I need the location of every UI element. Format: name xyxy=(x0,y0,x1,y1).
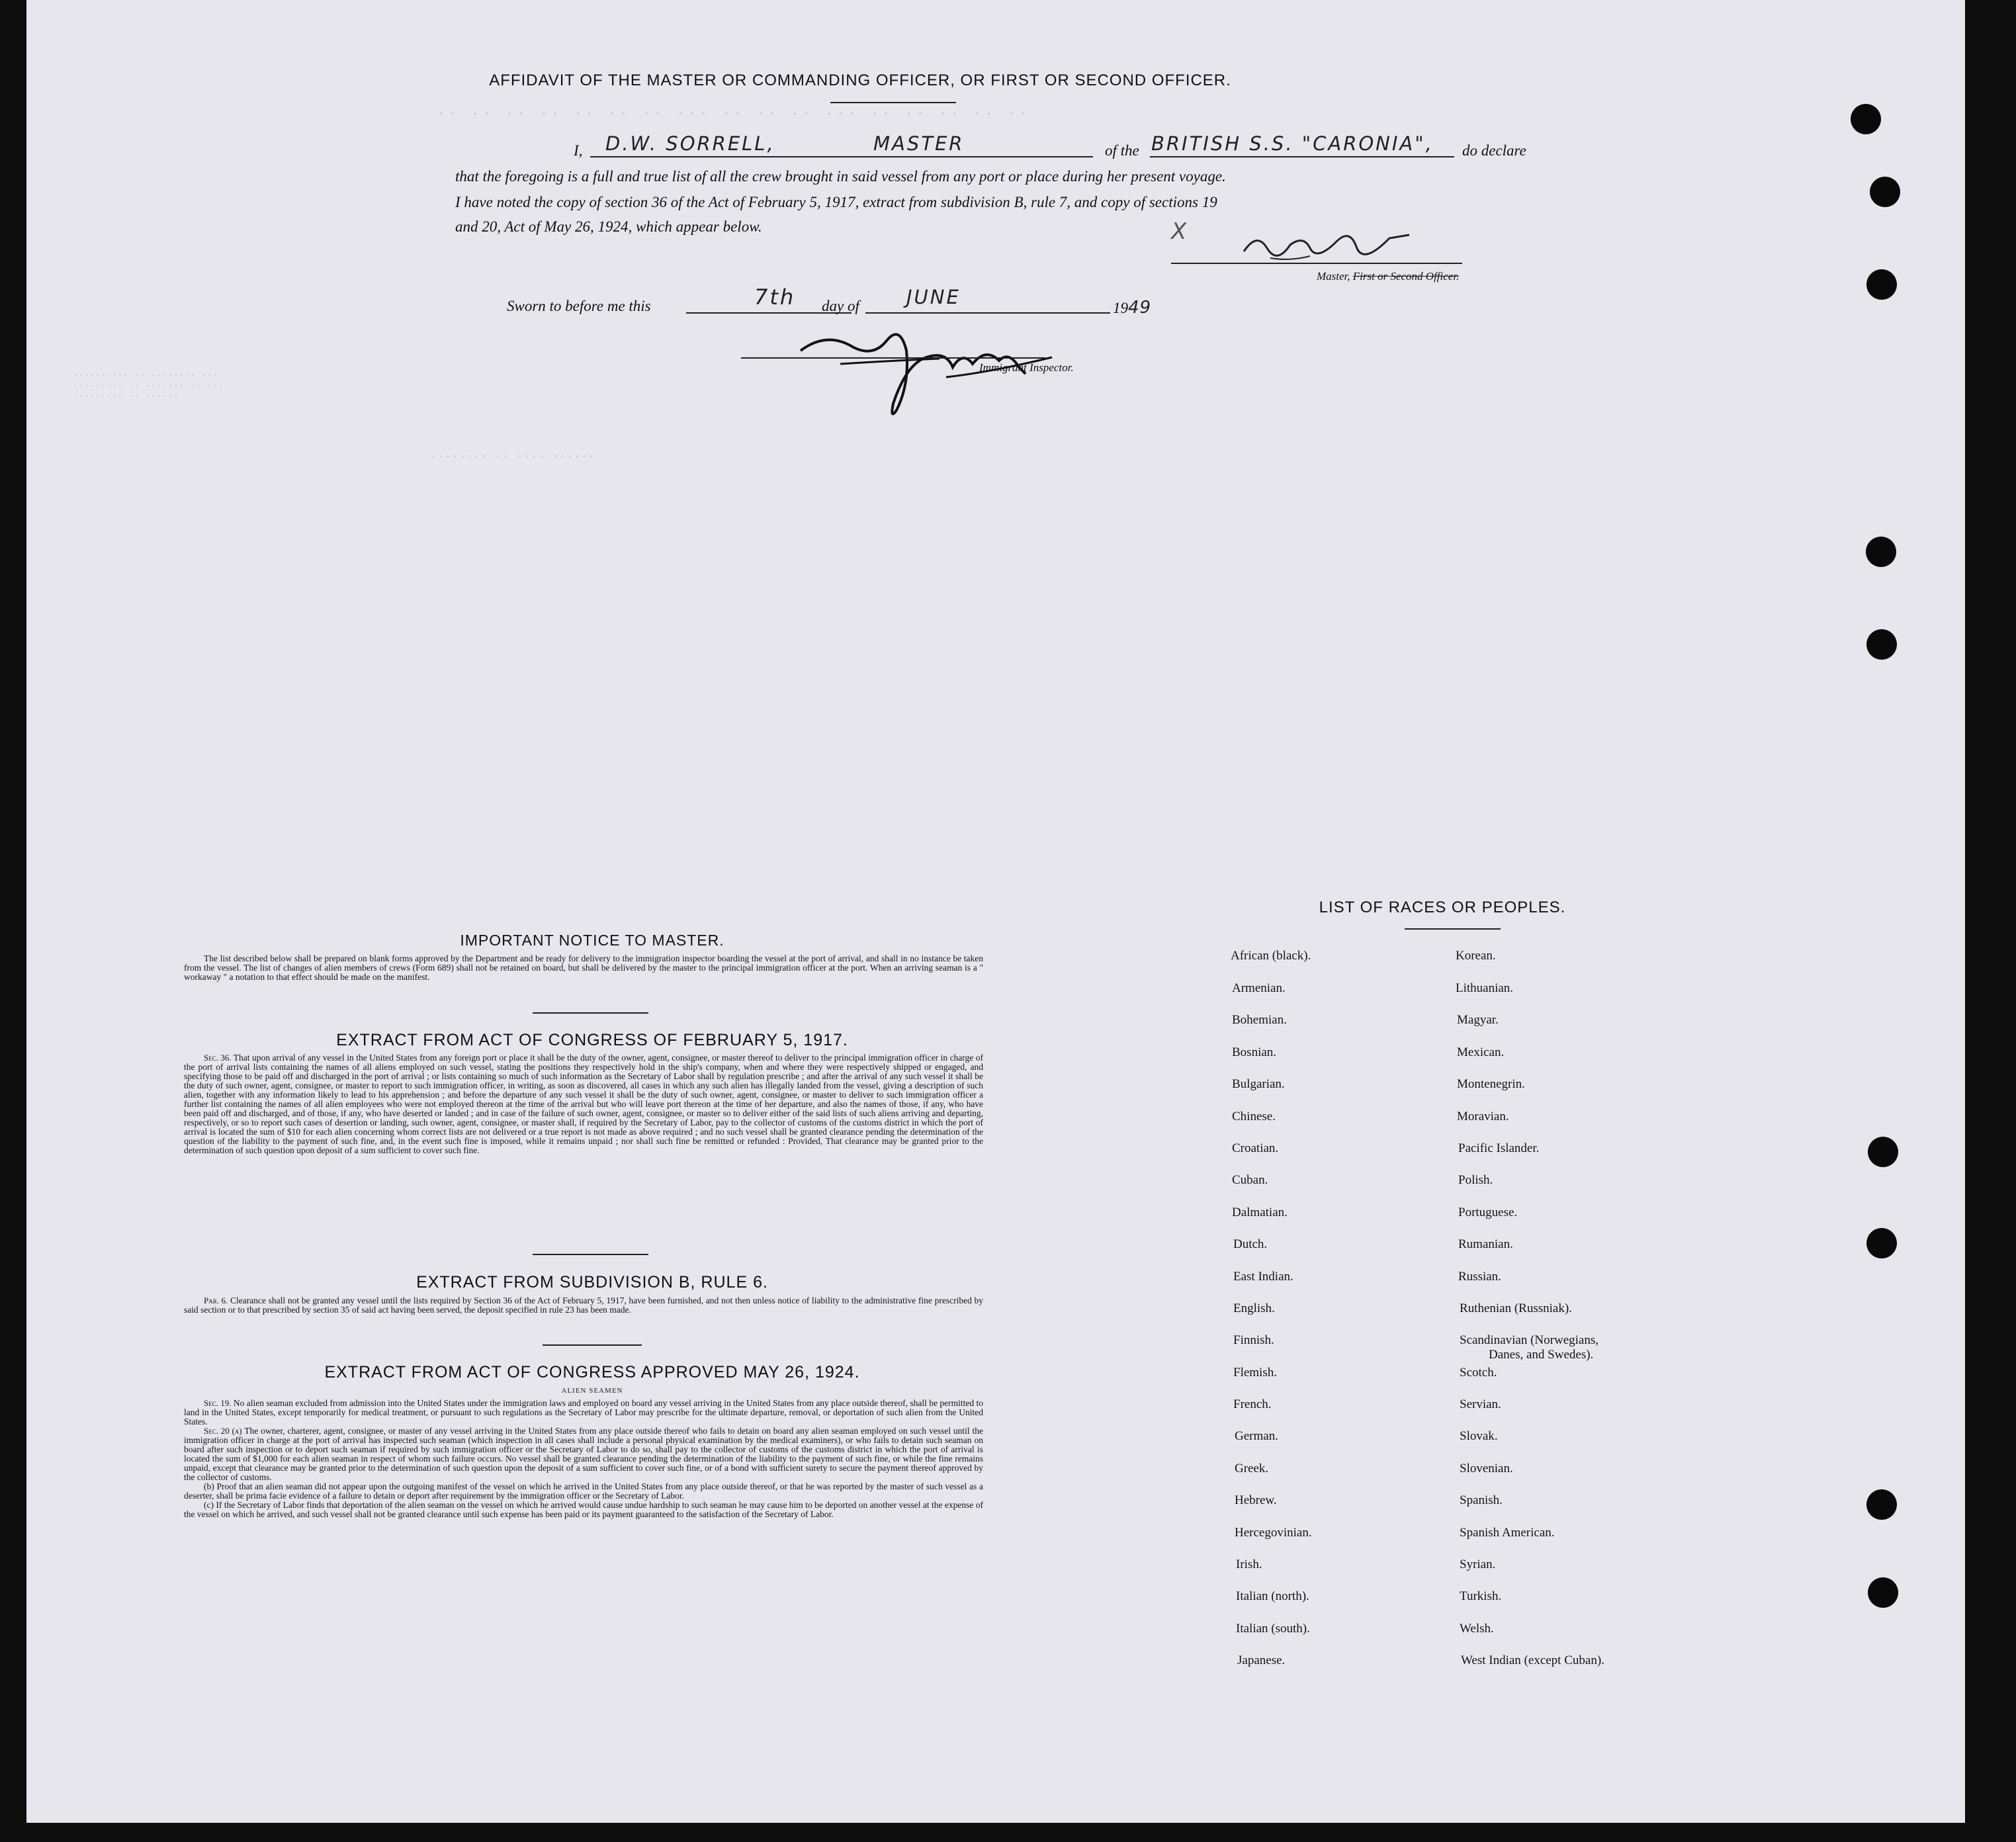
punch-hole xyxy=(1868,1577,1898,1608)
race-left-item: Chinese. xyxy=(1232,1110,1276,1123)
sec-19-paragraph xyxy=(184,1399,983,1426)
punch-hole xyxy=(1870,177,1900,207)
race-right-item: Magyar. xyxy=(1457,1013,1499,1027)
sworn-year-handwritten: 49 xyxy=(1128,298,1152,318)
notice-title: IMPORTANT NOTICE TO MASTER. xyxy=(460,932,724,949)
race-left-item: Hebrew. xyxy=(1235,1493,1277,1507)
races-title-rule xyxy=(1405,928,1501,930)
race-left-item: Japanese. xyxy=(1237,1653,1286,1667)
punch-hole xyxy=(1866,269,1897,300)
affidavit-i-label: I, xyxy=(574,142,583,159)
race-left-item: German. xyxy=(1235,1429,1278,1443)
race-right-item: Polish. xyxy=(1458,1173,1493,1187)
sec-20a-label: Sec. 20 (a) xyxy=(204,1426,242,1436)
race-right-item: Mexican. xyxy=(1457,1045,1505,1059)
race-right-item: Slovenian. xyxy=(1460,1462,1513,1475)
race-left-item: Flemish. xyxy=(1233,1366,1277,1380)
race-left-item: Bosnian. xyxy=(1232,1045,1277,1059)
race-right-item: Ruthenian (Russniak). xyxy=(1460,1301,1572,1315)
race-right-item: Turkish. xyxy=(1460,1589,1502,1603)
race-left-item: Finnish. xyxy=(1233,1333,1274,1347)
race-left-item: Italian (north). xyxy=(1236,1589,1309,1603)
race-right-item: West Indian (except Cuban). xyxy=(1461,1653,1604,1667)
inspector-signature-line xyxy=(741,357,1045,359)
master-name-handwritten: D.W. SORRELL, xyxy=(605,132,775,155)
race-left-item: African (black). xyxy=(1231,949,1311,963)
race-left-item: Cuban. xyxy=(1232,1173,1268,1187)
race-right-item: Scandinavian (Norwegians, xyxy=(1460,1333,1599,1347)
affidavit-title: AFFIDAVIT OF THE MASTER OR COMMANDING OFFICER, OR FIRST OR SECOND OFFICER. xyxy=(489,71,1231,89)
race-right-item: Montenegrin. xyxy=(1457,1077,1525,1091)
race-left-item: English. xyxy=(1233,1301,1275,1315)
punch-hole xyxy=(1866,1228,1897,1258)
races-title: LIST OF RACES OR PEOPLES. xyxy=(1319,899,1566,916)
extract-1917-title: EXTRACT FROM ACT OF CONGRESS OF FEBRUARY 5, 1917. xyxy=(336,1031,848,1049)
section-divider xyxy=(533,1254,648,1255)
master-rank-handwritten: MASTER xyxy=(873,132,965,155)
extract-1917-paragraph xyxy=(184,1053,983,1155)
affidavit-line-3: I have noted the copy of section 36 of the Act of February 5, 1917, extract from subdivision B, rule 7, and copy of sections 19 xyxy=(455,194,1217,210)
race-right-item: Danes, and Swedes). xyxy=(1489,1348,1594,1362)
par-6-text: Clearance shall not be granted any vessel until the lists required by Section 36 of the Act of February 5, 1917, have been furnished, and not then unless notice of liability to the administrative fine prescribed by said section or to that prescribed by section 35 of said act having been served, the deposit specified in rule 23 has been made. xyxy=(184,1295,984,1315)
race-right-item: Spanish American. xyxy=(1460,1526,1555,1540)
race-right-item: Spanish. xyxy=(1460,1493,1503,1507)
sworn-year-prefix: 19 xyxy=(1113,300,1128,316)
punch-hole xyxy=(1868,1137,1898,1167)
sec-36-label: Sec. 36. xyxy=(204,1053,232,1063)
affidavit-do-declare: do declare xyxy=(1462,142,1526,159)
race-right-item: Rumanian. xyxy=(1458,1237,1513,1251)
race-left-item: Hercegovinian. xyxy=(1235,1526,1312,1540)
signature-line xyxy=(1171,263,1462,264)
race-right-item: Moravian. xyxy=(1457,1110,1509,1123)
name-underline xyxy=(590,156,1093,157)
extract-1924-title: EXTRACT FROM ACT OF CONGRESS APPROVED MAY 26, 1924. xyxy=(324,1363,860,1382)
punch-hole xyxy=(1866,537,1896,567)
master-signature xyxy=(1231,222,1423,268)
section-divider xyxy=(533,1012,648,1014)
punch-hole xyxy=(1866,629,1897,660)
race-left-item: Armenian. xyxy=(1232,981,1286,995)
race-left-item: Bohemian. xyxy=(1232,1013,1287,1027)
sworn-day-handwritten: 7th xyxy=(754,285,796,310)
affidavit-line-4: and 20, Act of May 26, 1924, which appear below. xyxy=(455,218,762,235)
affidavit-title-rule xyxy=(830,102,956,103)
sworn-month-handwritten: JUNE xyxy=(906,286,961,308)
race-right-item: Servian. xyxy=(1460,1397,1501,1411)
sec-20b-text: Proof that an alien seaman did not appear upon the outgoing manifest of the vessel on which he arrived in the United States from any place outside thereof, or that he was reported by the master of such vessel as a deserter, shall be prima facie evidence of a failure to detain or deport after requirement by the immigration officer or the Secretary of Labor. xyxy=(184,1481,983,1501)
section-divider xyxy=(543,1344,642,1346)
bleed-through-text: ········ ·· ···· ······ xyxy=(430,450,595,464)
sec-20c-text: If the Secretary of Labor finds that deportation of the alien seaman on the vessel on which he arrived would cause undue hardship to such seaman he may cause him to be deported on another vessel at the expense of the vessel on which he arrived, and such vessel shall not be granted clearance until such expense has been paid or its payment guaranteed to the satisfaction of the Secretary of Labor. xyxy=(184,1500,984,1519)
affidavit-of-the-label: of the xyxy=(1105,142,1139,159)
signature-label-master: Master, xyxy=(1317,270,1350,283)
inspector-label: Immigrant Inspector. xyxy=(979,361,1074,374)
race-left-item: Irish. xyxy=(1236,1557,1262,1571)
race-right-item: Russian. xyxy=(1458,1270,1501,1284)
sec-20b-label: (b) xyxy=(204,1481,214,1491)
subdivision-b-text xyxy=(184,1296,983,1315)
document-page xyxy=(26,0,1965,1823)
race-left-item: Italian (south). xyxy=(1236,1622,1310,1636)
race-left-item: French. xyxy=(1233,1397,1272,1411)
race-right-item: Korean. xyxy=(1456,949,1496,963)
race-left-item: Bulgarian. xyxy=(1232,1077,1285,1091)
par-6-label: Par. 6. xyxy=(204,1295,228,1305)
affidavit-line-2: that the foregoing is a full and true list of all the crew brought in said vessel from any port or place during her present voyage. xyxy=(455,168,1226,185)
subdivision-b-paragraph xyxy=(184,1296,983,1315)
sec-20c-paragraph xyxy=(184,1501,983,1519)
vessel-name-handwritten: BRITISH S.S. "CARONIA", xyxy=(1151,132,1434,155)
race-right-item: Welsh. xyxy=(1460,1622,1494,1636)
race-left-item: Dutch. xyxy=(1233,1237,1268,1251)
sec-36-text: That upon arrival of any vessel in the United States from any foreign port or place it shall be the duty of the owner, agent, consignee, or master thereof to deliver to the principal immigration officer in charge of the port of arrival lists containing the names of all aliens employed on such vessel, stating the positions they respectively hold in the ship's company, when and where they were respectively shipped or engaged, and specifying those to be paid off and discharged in the port of arrival ; or lists containing so much of such information as the Secretary of Labor shall by regulation prescribe ; and after the arrival of any such vessel it shall be the duty of such owner, agent, consignee, or master to report to such immigration officer, in writing, as soon as discovered, all cases in which any such alien has illegally landed from the vessel, giving a description of such alien, together with any information likely to lead to his apprehension ; and before the departure of any such vessel it shall be the duty of such owner, agent, consignee, or master to deliver to such immigration officer a further list containing the names of all alien employees who were not employed thereon at the time of the arrival but who will leave port thereon at the time of her departure, and also the names of those, if any, who have been paid off and discharged, and of those, if any, who have deserted or landed ; and in case of the failure of such owner, agent, consignee, or master so to deliver either of the said lists of such aliens arriving and departing, respectively, or so to report such cases of desertion or landing, such owner, agent, consignee, or master shall, if required by the Secretary of Labor, pay to the collector of customs of the customs district in which the port of arrival is located the sum of $10 for each alien concerning whom correct lists are not delivered or a true report is not made as above required ; and no such vessel shall be granted clearance pending the determination of the question of the liability to the payment of such fine, and, in the event such fine is imposed, while it remains unpaid ; nor shall such fine be remitted or refunded : Provided, That clearance may be granted prior to the determination of such question upon deposit of a sum sufficient to cover such fine. xyxy=(184,1053,983,1155)
race-right-item: Slovak. xyxy=(1460,1429,1498,1443)
race-left-item: East Indian. xyxy=(1233,1270,1293,1284)
race-right-item: Lithuanian. xyxy=(1456,981,1514,995)
sec-19-text: No alien seaman excluded from admission into the United States under the immigration laws and employed on board any vessel arriving in the United States from any place outside thereof, shall be permitted to land in the United States, except temporarily for medical treatment, or pursuant to such regulations as the Secretary of Labor may prescribe for the ultimate departure, removal, or deportation of such alien from the United States. xyxy=(184,1398,984,1426)
sworn-prefix: Sworn to before me this xyxy=(507,298,651,314)
extract-1924-text xyxy=(184,1399,983,1519)
sworn-year xyxy=(1113,298,1151,318)
race-left-item: Greek. xyxy=(1235,1462,1269,1475)
extract-1924-subtitle: ALIEN SEAMEN xyxy=(561,1387,623,1395)
sec-19-label: Sec. 19. xyxy=(204,1398,232,1408)
punch-hole xyxy=(1866,1489,1897,1520)
race-right-item: Syrian. xyxy=(1460,1557,1496,1571)
race-left-item: Dalmatian. xyxy=(1232,1206,1288,1219)
bleed-through-text: ·· ·· ·· ·· ·· ·· ·· ··· ·· ·· ·· ··· ·· ·· ·· ·· ·· xyxy=(437,106,1030,122)
signature-label-struck: First or Second Officer. xyxy=(1352,270,1460,283)
punch-hole xyxy=(1851,104,1881,134)
sworn-day-of: day of xyxy=(822,298,859,314)
sec-20b-paragraph xyxy=(184,1482,983,1501)
bleed-through-text: ·········· ·· ········ ··· ········· ·· ······· ·· ··· ········· ·· ······ xyxy=(73,371,224,402)
race-right-item: Portuguese. xyxy=(1458,1206,1518,1219)
sec-20a-text: The owner, charterer, agent, consignee, or master of any vessel arriving in the United States from any place outside thereof who fails to detain on board any alien seaman employed on such vessel until the immigration officer in charge at the port of arrival has inspected such seaman (which inspection in all cases shall include a personal physical examination by the medical examiners), or who fails to detain such seaman on board after such inspection or to deport such seaman if required by such immigration officer or the Secretary of Labor to do so, shall pay to the collector of customs of the customs district in which the port of arrival is located the sum of $1,000 for each alien seaman in respect of whom such failure occurs. No vessel shall be granted clearance pending the determination of the liability to the payment of such fine, or while the fine remains unpaid, except that clearance may be granted prior to the determination of such question upon the deposit of a sum sufficient to cover such fine, or of a bond with sufficient surety to secure the payment thereof approved by the collector of customs. xyxy=(184,1426,983,1482)
sec-20c-label: (c) xyxy=(204,1500,214,1510)
signature-label xyxy=(1317,270,1459,283)
notice-text xyxy=(184,954,983,982)
race-right-item: Pacific Islander. xyxy=(1458,1141,1540,1155)
notice-paragraph: The list described below shall be prepared on blank forms approved by the Department and be ready for delivery to the immigration inspector boarding the vessel at the port of arrival, and shall in no instance be taken from the vessel. The list of changes of alien members of crews (Form 689) shall not be retained on board, but shall be delivered by the master to the principal immigration officer at the port. When an arriving seaman is a " workaway " a notation to that effect should be made on the manifest. xyxy=(184,953,983,982)
subdivision-b-title: EXTRACT FROM SUBDIVISION B, RULE 6. xyxy=(416,1273,768,1292)
vessel-underline xyxy=(1150,156,1454,157)
extract-1917-text xyxy=(184,1053,983,1155)
race-right-item: Scotch. xyxy=(1460,1366,1497,1380)
sec-20a-paragraph xyxy=(184,1426,983,1482)
x-mark: X xyxy=(1171,218,1189,245)
race-left-item: Croatian. xyxy=(1232,1141,1279,1155)
